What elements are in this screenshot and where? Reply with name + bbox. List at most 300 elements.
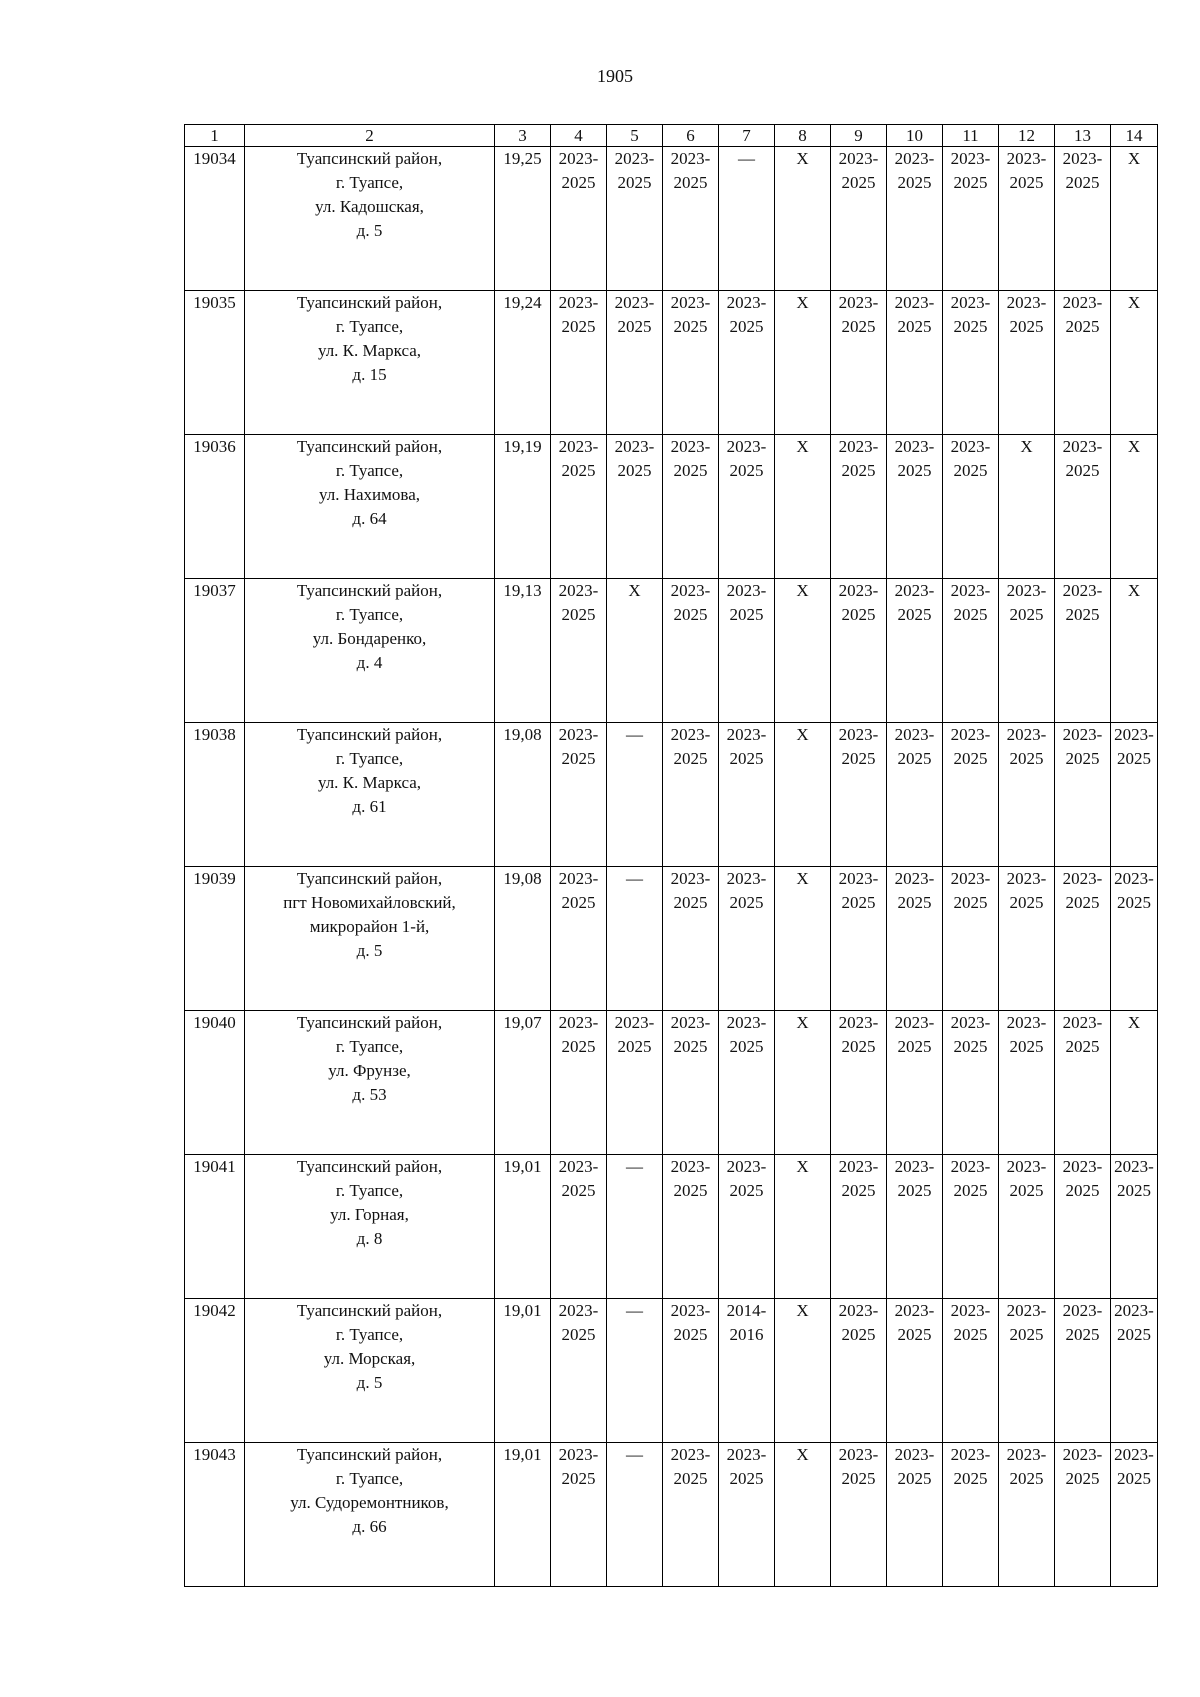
period-line: 2025 xyxy=(729,461,764,480)
period-cell-col-8 xyxy=(775,1299,831,1443)
period-cell-col-5 xyxy=(607,1443,663,1587)
period-cell-col-11 xyxy=(943,291,999,435)
period-cell-col-13 xyxy=(1055,1011,1111,1155)
period-line: 2023- xyxy=(950,293,991,312)
period-line: 2025 xyxy=(673,173,708,192)
period-cell-col-13 xyxy=(1055,435,1111,579)
period-cell-col-9 xyxy=(831,867,887,1011)
table-row xyxy=(185,291,1158,435)
period-line: — xyxy=(626,725,643,744)
period-line: 2025 xyxy=(897,1181,932,1200)
period-line: 2025 xyxy=(1117,1181,1151,1200)
period-line: 2025 xyxy=(953,461,988,480)
period-line: 2023- xyxy=(838,1013,879,1032)
period-cell-col-13 xyxy=(1055,723,1111,867)
period-cell-col-4 xyxy=(551,579,607,723)
period-line: 2025 xyxy=(953,317,988,336)
period-cell-col-10 xyxy=(887,579,943,723)
period-line: 2025 xyxy=(953,893,988,912)
row-id: 19039 xyxy=(185,867,245,1011)
period-cell-col-8 xyxy=(775,723,831,867)
period-cell-col-8 xyxy=(775,579,831,723)
period-line: 2023- xyxy=(838,437,879,456)
period-line: 2025 xyxy=(1117,1325,1151,1344)
address-line: д. 66 xyxy=(352,1517,387,1536)
period-line: 2023- xyxy=(838,1301,879,1320)
row-id: 19038 xyxy=(185,723,245,867)
address-line: г. Туапсе, xyxy=(335,749,404,768)
table-header xyxy=(185,125,1158,147)
period-line: 2025 xyxy=(561,1037,596,1056)
period-cell-col-14 xyxy=(1111,723,1158,867)
period-line: 2025 xyxy=(729,893,764,912)
period-line: 2025 xyxy=(897,317,932,336)
address-line: Туапсинский район, xyxy=(296,1301,443,1320)
period-line: 2023- xyxy=(670,1445,711,1464)
period-line: 2025 xyxy=(729,749,764,768)
period-cell-col-4 xyxy=(551,867,607,1011)
column-header-4: 4 xyxy=(551,125,607,147)
period-cell-col-12 xyxy=(999,1299,1055,1443)
period-line: 2025 xyxy=(673,605,708,624)
period-line: 2025 xyxy=(897,1037,932,1056)
period-cell-col-11 xyxy=(943,867,999,1011)
period-line: 2025 xyxy=(617,461,652,480)
period-cell-col-7 xyxy=(719,1011,775,1155)
period-line: 2025 xyxy=(1065,173,1100,192)
period-line: 2023- xyxy=(894,293,935,312)
address-line: г. Туапсе, xyxy=(335,317,404,336)
period-cell-col-5 xyxy=(607,1155,663,1299)
address-line: г. Туапсе, xyxy=(335,173,404,192)
period-cell-col-12 xyxy=(999,1155,1055,1299)
period-line: 2023- xyxy=(838,1157,879,1176)
period-cell-col-7 xyxy=(719,1443,775,1587)
period-line: 2025 xyxy=(1065,1469,1100,1488)
period-line: 2025 xyxy=(841,173,876,192)
period-cell-col-8 xyxy=(775,1155,831,1299)
column-header-3: 3 xyxy=(495,125,551,147)
address-cell xyxy=(245,1299,495,1443)
period-cell-col-7 xyxy=(719,435,775,579)
period-line: 2025 xyxy=(1065,317,1100,336)
period-line: 2025 xyxy=(953,173,988,192)
row-id: 19042 xyxy=(185,1299,245,1443)
period-cell-col-14 xyxy=(1111,435,1158,579)
period-line: 2023- xyxy=(950,1157,991,1176)
period-line: — xyxy=(626,1301,643,1320)
period-line: — xyxy=(626,1157,643,1176)
period-line: 2023- xyxy=(1114,725,1154,744)
period-line: 2025 xyxy=(953,1037,988,1056)
period-line: 2023- xyxy=(894,581,935,600)
period-line: 2025 xyxy=(561,1325,596,1344)
address-line: ул. Бондаренко, xyxy=(312,629,427,648)
row-id: 19036 xyxy=(185,435,245,579)
period-cell-col-6 xyxy=(663,147,719,291)
period-line: 2023- xyxy=(1062,869,1103,888)
period-cell-col-4 xyxy=(551,1011,607,1155)
period-line: 2023- xyxy=(1006,293,1047,312)
period-line: 2023- xyxy=(1114,1157,1154,1176)
period-line: 2016 xyxy=(729,1325,764,1344)
period-line: 2025 xyxy=(897,1325,932,1344)
period-line: 2025 xyxy=(841,1469,876,1488)
period-line: X xyxy=(796,581,809,600)
address-line: г. Туапсе, xyxy=(335,1181,404,1200)
period-line: 2025 xyxy=(561,1181,596,1200)
address-line: ул. Морская, xyxy=(323,1349,416,1368)
period-line: 2023- xyxy=(1006,725,1047,744)
address-line: г. Туапсе, xyxy=(335,1037,404,1056)
period-line: 2023- xyxy=(558,293,599,312)
period-line: 2025 xyxy=(1065,749,1100,768)
period-cell-col-13 xyxy=(1055,579,1111,723)
period-line: 2023- xyxy=(950,437,991,456)
period-line: 2025 xyxy=(617,173,652,192)
period-line: 2023- xyxy=(1062,581,1103,600)
period-line: 2025 xyxy=(1117,749,1151,768)
address-cell xyxy=(245,723,495,867)
period-line: X xyxy=(1020,437,1033,456)
table-body xyxy=(185,147,1158,1587)
period-line: 2025 xyxy=(1117,1469,1151,1488)
period-line: 2025 xyxy=(673,1181,708,1200)
period-line: 2025 xyxy=(841,317,876,336)
column-header-12: 12 xyxy=(999,125,1055,147)
column-header-10: 10 xyxy=(887,125,943,147)
period-cell-col-6 xyxy=(663,579,719,723)
period-line: 2025 xyxy=(841,605,876,624)
address-line: д. 53 xyxy=(352,1085,387,1104)
value-cell: 19,08 xyxy=(495,867,551,1011)
period-line: 2023- xyxy=(670,1013,711,1032)
period-line: 2023- xyxy=(1006,1445,1047,1464)
period-line: 2025 xyxy=(1065,605,1100,624)
period-line: 2023- xyxy=(1006,581,1047,600)
period-line: 2023- xyxy=(950,1445,991,1464)
period-line: 2025 xyxy=(897,893,932,912)
row-id: 19043 xyxy=(185,1443,245,1587)
value-cell: 19,13 xyxy=(495,579,551,723)
period-cell-col-12 xyxy=(999,723,1055,867)
address-cell xyxy=(245,1011,495,1155)
period-line: 2025 xyxy=(953,1469,988,1488)
period-line: 2025 xyxy=(1009,1037,1044,1056)
address-line: Туапсинский район, xyxy=(296,581,443,600)
address-cell xyxy=(245,1443,495,1587)
period-line: X xyxy=(796,437,809,456)
period-line: 2023- xyxy=(614,437,655,456)
value-cell: 19,01 xyxy=(495,1299,551,1443)
period-line: — xyxy=(626,1445,643,1464)
period-line: 2023- xyxy=(1006,149,1047,168)
period-cell-col-12 xyxy=(999,291,1055,435)
period-line: 2023- xyxy=(894,1157,935,1176)
period-line: 2023- xyxy=(894,1013,935,1032)
period-line: X xyxy=(796,1157,809,1176)
period-line: X xyxy=(1127,149,1141,168)
period-cell-col-11 xyxy=(943,1155,999,1299)
address-line: Туапсинский район, xyxy=(296,1157,443,1176)
period-cell-col-6 xyxy=(663,723,719,867)
column-header-1: 1 xyxy=(185,125,245,147)
page-number: 1905 xyxy=(597,66,633,86)
period-line: 2025 xyxy=(897,605,932,624)
address-line: Туапсинский район, xyxy=(296,1445,443,1464)
period-line: 2023- xyxy=(726,293,767,312)
column-header-14: 14 xyxy=(1111,125,1158,147)
period-cell-col-11 xyxy=(943,147,999,291)
period-line: 2025 xyxy=(1117,893,1151,912)
row-id: 19034 xyxy=(185,147,245,291)
address-line: ул. Фрунзе, xyxy=(328,1061,411,1080)
address-line: микрорайон 1-й, xyxy=(309,917,430,936)
address-line: ул. К. Маркса, xyxy=(317,341,422,360)
period-line: 2025 xyxy=(841,1325,876,1344)
period-line: 2025 xyxy=(673,1325,708,1344)
period-line: 2023- xyxy=(1062,1157,1103,1176)
period-cell-col-10 xyxy=(887,1443,943,1587)
period-cell-col-7 xyxy=(719,1155,775,1299)
period-cell-col-11 xyxy=(943,435,999,579)
address-line: д. 5 xyxy=(356,1373,383,1392)
column-header-2: 2 xyxy=(245,125,495,147)
period-line: 2023- xyxy=(670,725,711,744)
period-line: 2025 xyxy=(561,749,596,768)
value-cell: 19,01 xyxy=(495,1155,551,1299)
period-line: X xyxy=(628,581,641,600)
period-line: 2023- xyxy=(950,581,991,600)
period-cell-col-12 xyxy=(999,579,1055,723)
period-line: 2023- xyxy=(726,725,767,744)
period-line: 2025 xyxy=(953,1181,988,1200)
period-line: — xyxy=(738,149,755,168)
period-line: 2025 xyxy=(953,749,988,768)
period-cell-col-14 xyxy=(1111,579,1158,723)
period-cell-col-14 xyxy=(1111,1155,1158,1299)
period-line: 2023- xyxy=(1114,1301,1154,1320)
period-line: 2025 xyxy=(1009,317,1044,336)
period-line: 2025 xyxy=(673,893,708,912)
period-cell-col-14 xyxy=(1111,147,1158,291)
period-cell-col-5 xyxy=(607,291,663,435)
address-cell xyxy=(245,147,495,291)
period-line: 2025 xyxy=(953,605,988,624)
period-cell-col-13 xyxy=(1055,291,1111,435)
period-line: 2025 xyxy=(1009,1325,1044,1344)
period-cell-col-10 xyxy=(887,867,943,1011)
period-line: 2025 xyxy=(729,317,764,336)
row-id: 19035 xyxy=(185,291,245,435)
period-line: 2023- xyxy=(558,581,599,600)
period-cell-col-7 xyxy=(719,1299,775,1443)
period-line: 2023- xyxy=(1062,1301,1103,1320)
period-line: 2025 xyxy=(1009,605,1044,624)
period-line: 2023- xyxy=(1006,1301,1047,1320)
period-line: 2023- xyxy=(558,725,599,744)
period-line: X xyxy=(796,869,809,888)
address-cell xyxy=(245,867,495,1011)
period-line: 2025 xyxy=(673,1469,708,1488)
period-line: 2023- xyxy=(558,869,599,888)
period-line: 2023- xyxy=(894,869,935,888)
address-line: д. 4 xyxy=(356,653,383,672)
period-line: X xyxy=(796,1301,809,1320)
period-line: 2025 xyxy=(1065,461,1100,480)
period-line: 2023- xyxy=(1062,1013,1103,1032)
period-cell-col-6 xyxy=(663,435,719,579)
period-cell-col-13 xyxy=(1055,1155,1111,1299)
table-row xyxy=(185,723,1158,867)
column-header-13: 13 xyxy=(1055,125,1111,147)
period-line: 2023- xyxy=(670,1157,711,1176)
address-line: Туапсинский район, xyxy=(296,437,443,456)
address-line: ул. Кадошская, xyxy=(315,197,424,216)
period-line: 2025 xyxy=(897,749,932,768)
period-cell-col-10 xyxy=(887,723,943,867)
period-line: 2023- xyxy=(558,149,599,168)
period-cell-col-4 xyxy=(551,291,607,435)
period-line: X xyxy=(796,293,809,312)
period-cell-col-9 xyxy=(831,723,887,867)
period-cell-col-8 xyxy=(775,867,831,1011)
period-cell-col-14 xyxy=(1111,1011,1158,1155)
period-cell-col-12 xyxy=(999,147,1055,291)
period-cell-col-5 xyxy=(607,147,663,291)
period-line: 2023- xyxy=(950,869,991,888)
period-cell-col-5 xyxy=(607,867,663,1011)
table-row xyxy=(185,435,1158,579)
value-cell: 19,01 xyxy=(495,1443,551,1587)
period-line: X xyxy=(1127,581,1141,600)
period-line: 2025 xyxy=(561,1469,596,1488)
period-cell-col-9 xyxy=(831,1011,887,1155)
period-line: 2025 xyxy=(1065,1325,1100,1344)
period-line: 2023- xyxy=(894,725,935,744)
period-cell-col-14 xyxy=(1111,867,1158,1011)
period-line: 2025 xyxy=(561,317,596,336)
period-line: 2023- xyxy=(558,1157,599,1176)
period-cell-col-4 xyxy=(551,1443,607,1587)
period-cell-col-8 xyxy=(775,435,831,579)
period-line: 2023- xyxy=(670,581,711,600)
period-cell-col-11 xyxy=(943,723,999,867)
period-line: 2023- xyxy=(838,149,879,168)
period-line: 2023- xyxy=(726,581,767,600)
period-line: 2023- xyxy=(1006,1013,1047,1032)
period-line: 2025 xyxy=(729,1037,764,1056)
period-cell-col-10 xyxy=(887,147,943,291)
period-line: X xyxy=(1127,1013,1141,1032)
period-cell-col-7 xyxy=(719,147,775,291)
period-cell-col-13 xyxy=(1055,867,1111,1011)
period-cell-col-7 xyxy=(719,291,775,435)
period-line: 2023- xyxy=(894,1301,935,1320)
period-cell-col-5 xyxy=(607,579,663,723)
period-line: 2023- xyxy=(838,1445,879,1464)
period-line: 2023- xyxy=(838,725,879,744)
column-header-8: 8 xyxy=(775,125,831,147)
period-line: 2025 xyxy=(1065,1181,1100,1200)
period-cell-col-7 xyxy=(719,867,775,1011)
period-line: 2025 xyxy=(1009,1181,1044,1200)
period-line: 2025 xyxy=(841,1037,876,1056)
period-cell-col-10 xyxy=(887,291,943,435)
table-row xyxy=(185,1155,1158,1299)
period-cell-col-12 xyxy=(999,1443,1055,1587)
period-cell-col-6 xyxy=(663,1443,719,1587)
period-line: 2023- xyxy=(726,869,767,888)
address-line: Туапсинский район, xyxy=(296,293,443,312)
period-cell-col-4 xyxy=(551,1155,607,1299)
period-line: 2025 xyxy=(953,1325,988,1344)
table-row xyxy=(185,1443,1158,1587)
period-line: 2025 xyxy=(841,1181,876,1200)
row-id: 19040 xyxy=(185,1011,245,1155)
column-header-7: 7 xyxy=(719,125,775,147)
period-line: 2025 xyxy=(561,461,596,480)
period-line: 2023- xyxy=(670,149,711,168)
row-id: 19041 xyxy=(185,1155,245,1299)
period-cell-col-4 xyxy=(551,435,607,579)
period-cell-col-5 xyxy=(607,1299,663,1443)
period-line: 2023- xyxy=(1062,1445,1103,1464)
address-line: д. 8 xyxy=(356,1229,383,1248)
address-line: ул. Судоремонтников, xyxy=(290,1493,449,1512)
table-row xyxy=(185,147,1158,291)
period-cell-col-5 xyxy=(607,723,663,867)
period-line: 2023- xyxy=(614,149,655,168)
table-row xyxy=(185,867,1158,1011)
period-line: 2023- xyxy=(726,437,767,456)
value-cell: 19,07 xyxy=(495,1011,551,1155)
period-cell-col-5 xyxy=(607,435,663,579)
period-line: 2025 xyxy=(729,1469,764,1488)
address-line: Туапсинский район, xyxy=(296,1013,443,1032)
period-cell-col-14 xyxy=(1111,1299,1158,1443)
period-cell-col-8 xyxy=(775,1443,831,1587)
period-cell-col-7 xyxy=(719,723,775,867)
value-cell: 19,25 xyxy=(495,147,551,291)
period-cell-col-10 xyxy=(887,1155,943,1299)
period-line: 2023- xyxy=(670,1301,711,1320)
period-line: 2023- xyxy=(838,293,879,312)
address-line: д. 64 xyxy=(352,509,387,528)
period-cell-col-8 xyxy=(775,291,831,435)
address-line: ул. Нахимова, xyxy=(318,485,420,504)
period-line: X xyxy=(796,725,809,744)
period-line: 2023- xyxy=(670,437,711,456)
address-line: д. 5 xyxy=(356,941,383,960)
period-cell-col-5 xyxy=(607,1011,663,1155)
period-line: X xyxy=(1127,293,1141,312)
period-line: 2023- xyxy=(950,1013,991,1032)
period-cell-col-11 xyxy=(943,1299,999,1443)
address-line: г. Туапсе, xyxy=(335,1325,404,1344)
table-row xyxy=(185,579,1158,723)
period-cell-col-12 xyxy=(999,435,1055,579)
column-header-6: 6 xyxy=(663,125,719,147)
period-line: 2023- xyxy=(1006,869,1047,888)
address-line: г. Туапсе, xyxy=(335,1469,404,1488)
period-line: 2023- xyxy=(1114,869,1154,888)
period-cell-col-9 xyxy=(831,1299,887,1443)
address-cell xyxy=(245,291,495,435)
period-line: X xyxy=(796,1013,809,1032)
value-cell: 19,08 xyxy=(495,723,551,867)
address-cell xyxy=(245,435,495,579)
